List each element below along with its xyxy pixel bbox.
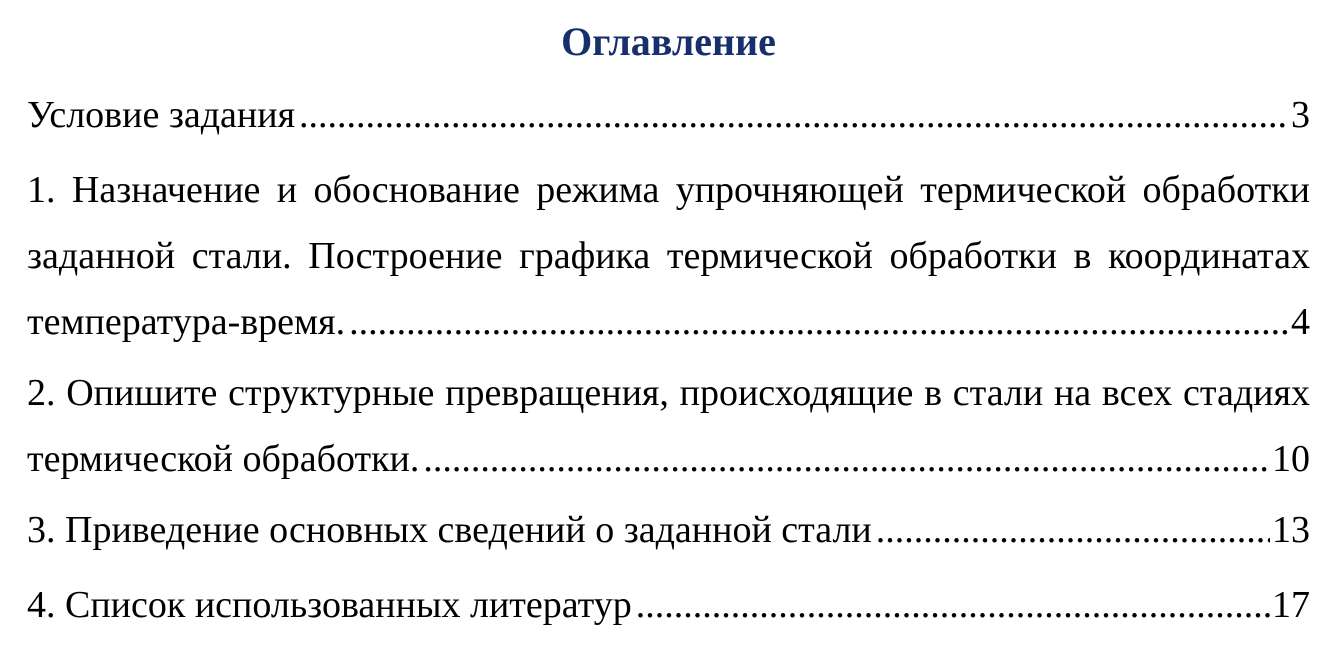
toc-entry-text: термической обработки.: [27, 438, 420, 480]
toc-entry-section-2[interactable]: [27, 360, 1310, 492]
toc-entry-text: 2. Опишите структурные превращения, происходящие в стали на всех стадиях: [27, 372, 1310, 414]
toc-page-number: 3: [1291, 94, 1310, 136]
toc-entry-line: [27, 426, 1310, 492]
toc-entry-text: 4. Список использованных литератур: [27, 584, 632, 626]
toc-page-number: 17: [1272, 584, 1310, 626]
toc-entry-line: [27, 289, 1310, 355]
toc-entry-line: [27, 572, 1310, 638]
toc-page-number: 10: [1272, 438, 1310, 480]
toc-page-number: 13: [1272, 509, 1310, 551]
toc-entry-line: [27, 497, 1310, 563]
toc-entry-section-4[interactable]: [27, 572, 1310, 638]
toc-page-number: 4: [1291, 301, 1310, 343]
dot-leader: [423, 426, 1270, 492]
toc-entry-section-1[interactable]: [27, 157, 1310, 355]
toc-entry-text: температура-время.: [27, 301, 346, 343]
dot-leader: [349, 289, 1289, 355]
toc-entry-task-statement[interactable]: [27, 82, 1310, 148]
toc-title: Оглавление: [561, 19, 776, 64]
dot-leader: [299, 82, 1289, 148]
toc-entry-line: [27, 82, 1310, 148]
table-of-contents: [27, 0, 1310, 658]
toc-entry-text: Условие задания: [27, 94, 296, 136]
toc-entry-text: 3. Приведение основных сведений о заданной стали: [27, 509, 872, 551]
toc-entry-text: 1. Назначение и обоснование режима упрочняющей термической обработки: [27, 169, 1310, 211]
toc-entry-text: заданной стали. Построение графика термической обработки в координатах: [27, 235, 1310, 277]
dot-leader: [876, 497, 1270, 563]
dot-leader: [636, 572, 1270, 638]
toc-entry-section-3[interactable]: [27, 497, 1310, 563]
